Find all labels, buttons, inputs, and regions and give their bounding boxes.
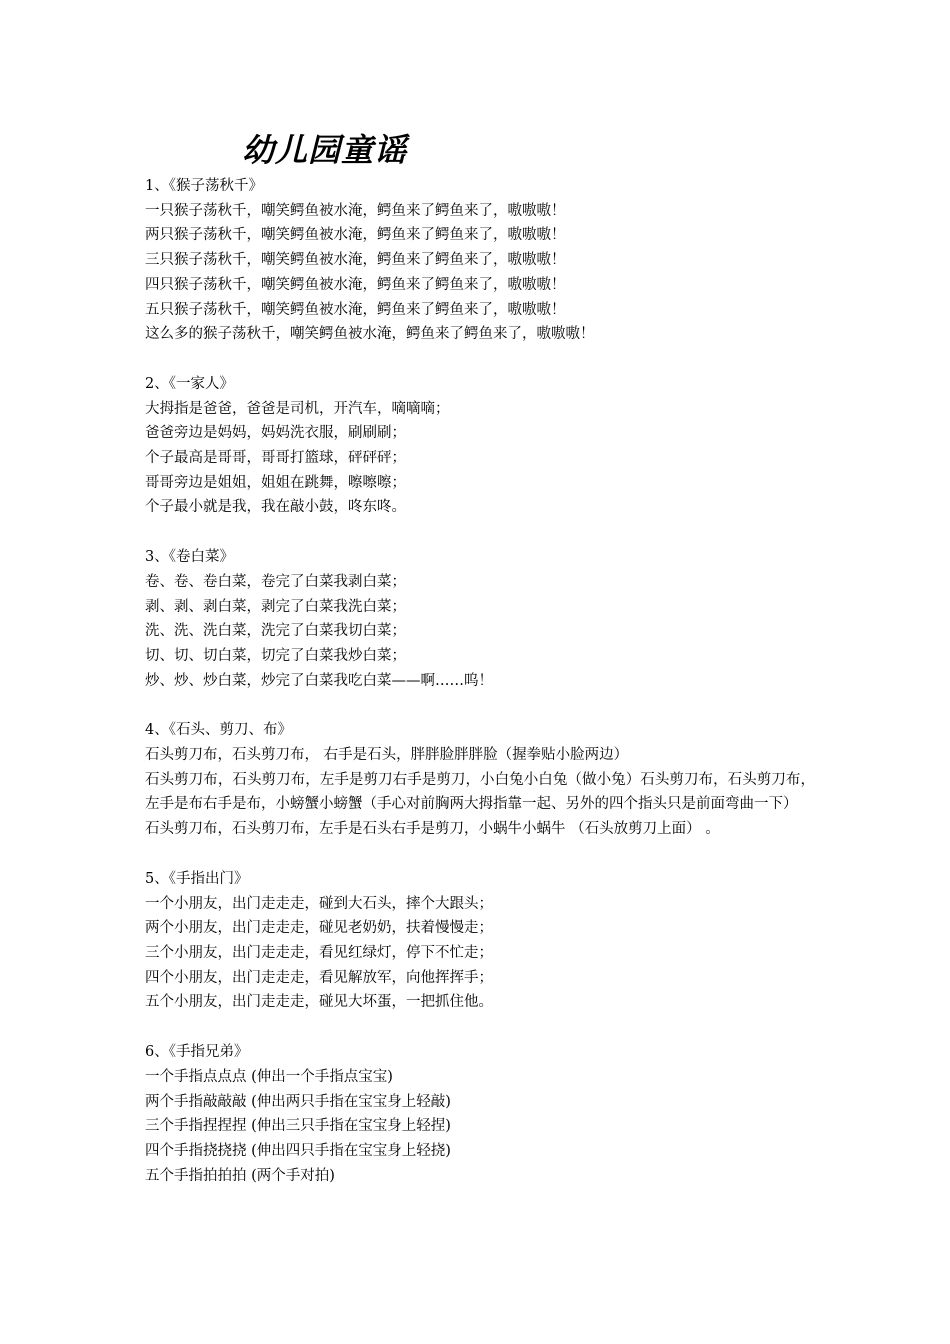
rhyme-list	[145, 174, 815, 1188]
rhyme-line: 剥、剥、剥白菜，剥完了白菜我洗白菜；	[145, 598, 406, 615]
rhyme-line: 五只猴子荡秋千，嘲笑鳄鱼被水淹，鳄鱼来了鳄鱼来了，嗷嗷嗷！	[145, 301, 566, 318]
rhyme-line: 石头剪刀布，石头剪刀布，左手是剪刀右手是剪刀，小白兔小白兔（做小兔）石头剪刀布，石头剪刀布，左手是布右手是布，小螃蟹小螃蟹（手心对前胸两大拇指靠一起、另外的四个指头只是前面弯曲一下）	[145, 771, 815, 813]
rhyme-line: 切、切、切白菜，切完了白菜我炒白菜；	[145, 647, 406, 664]
rhyme-section	[145, 867, 815, 1015]
rhyme-line: 一只猴子荡秋千，嘲笑鳄鱼被水淹，鳄鱼来了鳄鱼来了，嗷嗷嗷！	[145, 202, 566, 219]
rhyme-line: 三个小朋友，出门走走走，看见红绿灯，停下不忙走；	[145, 944, 493, 961]
rhyme-line: 一个手指点点点 (伸出一个手指点宝宝)	[145, 1068, 393, 1085]
rhyme-line: 爸爸旁边是妈妈，妈妈洗衣服，刷刷刷；	[145, 425, 406, 442]
rhyme-heading: 2、《一家人》	[145, 375, 234, 392]
rhyme-line: 四个小朋友，出门走走走，看见解放军，向他挥挥手；	[145, 969, 493, 986]
rhyme-line: 个子最高是哥哥，哥哥打篮球，砰砰砰；	[145, 450, 406, 467]
rhyme-line: 五个手指拍拍拍 (两个手对拍)	[145, 1167, 335, 1184]
rhyme-heading: 5、《手指出门》	[145, 870, 249, 887]
rhyme-line: 这么多的猴子荡秋千，嘲笑鳄鱼被水淹，鳄鱼来了鳄鱼来了，嗷嗷嗷！	[145, 326, 595, 343]
rhyme-line: 两个小朋友，出门走走走，碰见老奶奶，扶着慢慢走；	[145, 920, 493, 937]
rhyme-section	[145, 718, 815, 842]
rhyme-line: 四个手指挠挠挠 (伸出四只手指在宝宝身上轻挠)	[145, 1142, 451, 1159]
rhyme-line: 两只猴子荡秋千，嘲笑鳄鱼被水淹，鳄鱼来了鳄鱼来了，嗷嗷嗷！	[145, 227, 566, 244]
document-page	[145, 128, 815, 1213]
rhyme-line: 个子最小就是我，我在敲小鼓，咚东咚。	[145, 499, 406, 516]
rhyme-line: 大拇指是爸爸，爸爸是司机，开汽车，嘀嘀嘀；	[145, 400, 450, 417]
rhyme-section	[145, 1040, 815, 1188]
rhyme-heading: 1、《猴子荡秋千》	[145, 178, 263, 194]
rhyme-line: 卷、卷、卷白菜，卷完了白菜我剥白菜；	[145, 573, 406, 590]
rhyme-line: 洗、洗、洗白菜，洗完了白菜我切白菜；	[145, 623, 406, 640]
rhyme-line: 四只猴子荡秋千，嘲笑鳄鱼被水淹，鳄鱼来了鳄鱼来了，嗷嗷嗷！	[145, 276, 566, 293]
rhyme-line: 五个小朋友，出门走走走，碰见大坏蛋，一把抓住他。	[145, 994, 493, 1011]
rhyme-line: 哥哥旁边是姐姐，姐姐在跳舞，嚓嚓嚓；	[145, 474, 406, 491]
rhyme-line: 三只猴子荡秋千，嘲笑鳄鱼被水淹，鳄鱼来了鳄鱼来了，嗷嗷嗷！	[145, 252, 566, 269]
rhyme-line: 三个手指捏捏捏 (伸出三只手指在宝宝身上轻捏)	[145, 1118, 451, 1135]
rhyme-section	[145, 372, 815, 520]
rhyme-line: 一个小朋友，出门走走走，碰到大石头，摔个大跟头；	[145, 895, 493, 912]
rhyme-section	[145, 545, 815, 693]
rhyme-line: 石头剪刀布，石头剪刀布，左手是石头右手是剪刀，小蜗牛小蜗牛 （石头放剪刀上面） 。	[145, 821, 720, 838]
rhyme-line: 石头剪刀布，石头剪刀布， 右手是石头，胖胖脸胖胖脸（握拳贴小脸两边）	[145, 747, 629, 764]
rhyme-heading: 3、《卷白菜》	[145, 549, 234, 566]
rhyme-line: 炒、炒、炒白菜，炒完了白菜我吃白菜——啊……呜！	[145, 672, 493, 689]
rhyme-line: 两个手指敲敲敲 (伸出两只手指在宝宝身上轻敲)	[145, 1093, 451, 1110]
rhyme-section	[145, 174, 815, 347]
rhyme-heading: 6、《手指兄弟》	[145, 1044, 249, 1061]
rhyme-heading: 4、《石头、剪刀、布》	[145, 722, 292, 739]
document-title: 幼儿园童谣	[242, 131, 408, 169]
